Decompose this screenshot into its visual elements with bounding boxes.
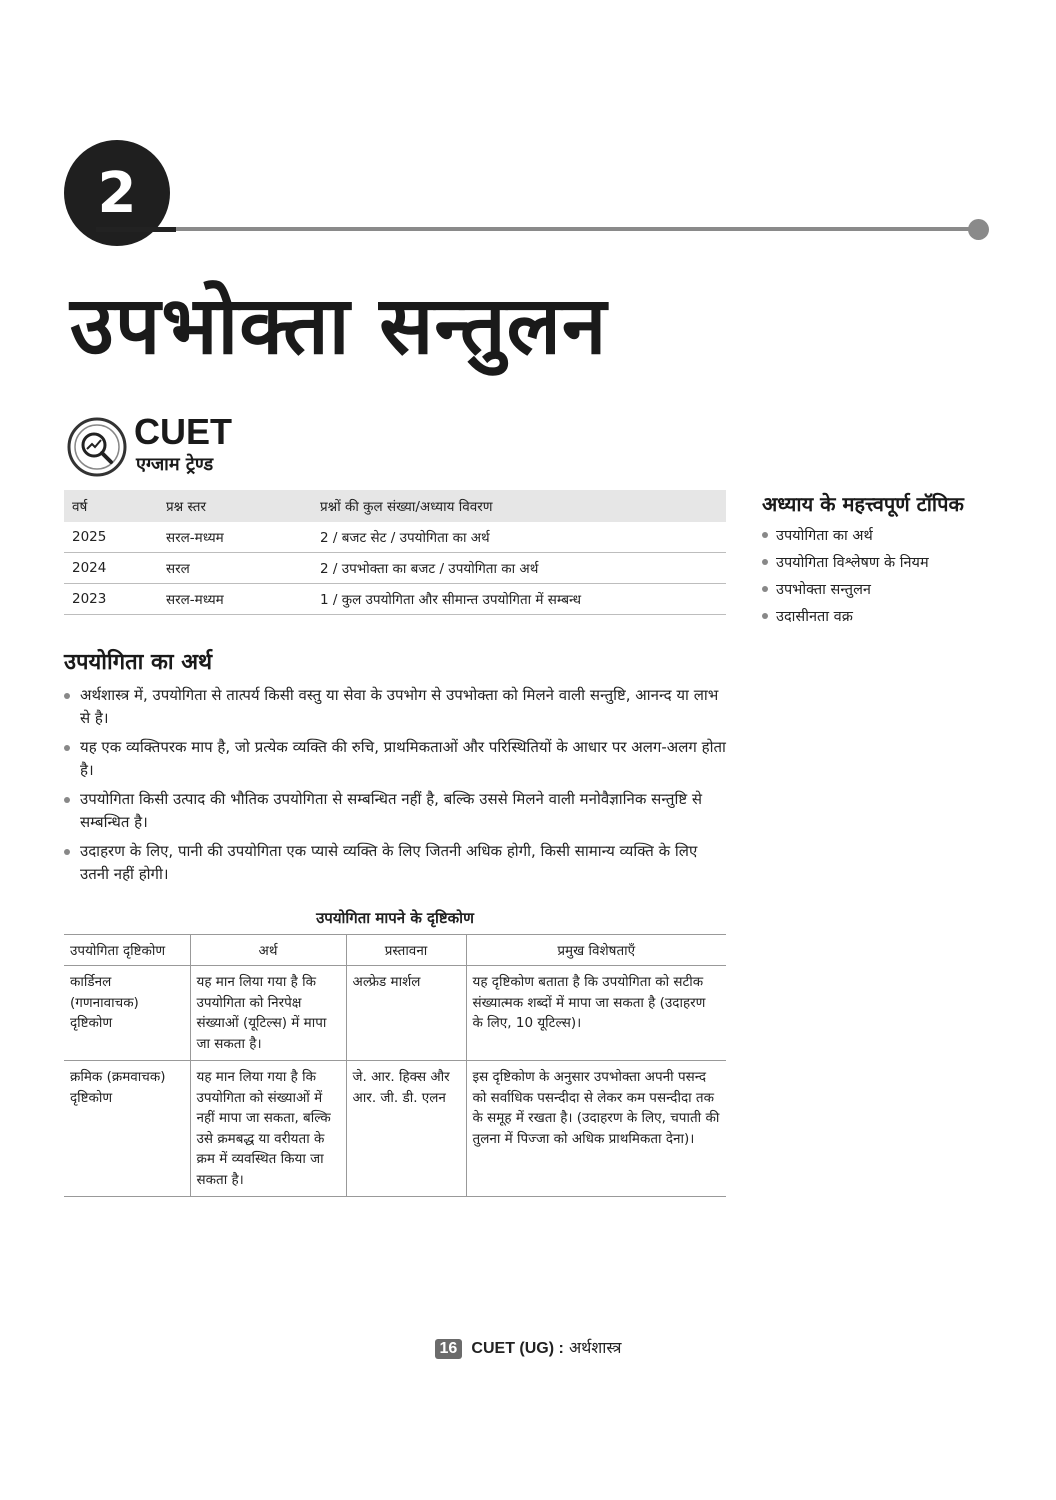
details-cell: 2 / बजट सेट / उपयोगिता का अर्थ (312, 522, 726, 553)
proponent-cell: जे. आर. हिक्स और आर. जी. डी. एलन (346, 1061, 466, 1197)
table-row (64, 553, 726, 584)
chapter-title: उपभोक्ता सन्तुलन (70, 279, 608, 372)
chapter-rule (176, 227, 976, 231)
list-item: उदासीनता वक्र (762, 606, 1042, 626)
cuet-badge-subtitle: एग्जाम ट्रेण्ड (136, 454, 214, 475)
exam-trend-icon (66, 416, 128, 478)
utility-approaches-table (64, 934, 726, 1197)
table-row (64, 1061, 726, 1197)
table-row (64, 522, 726, 553)
chapter-rule-accent (96, 227, 176, 232)
details-cell: 1 / कुल उपयोगिता और सीमान्त उपयोगिता में सम्बन्ध (312, 584, 726, 615)
topics-heading: अध्याय के महत्त्वपूर्ण टॉपिक (762, 492, 964, 516)
level-cell: सरल-मध्यम (158, 522, 312, 553)
exam-trend-table (64, 490, 726, 615)
column-header: प्रमुख विशेषताएँ (466, 935, 726, 966)
subject-name: अर्थशास्त्र (568, 1338, 622, 1357)
list-item: यह एक व्यक्तिपरक माप है, जो प्रत्येक व्यक्ति की रुचि, प्राथमिकताओं और परिस्थितियों के आधार पर अलग-अलग होता है। (64, 736, 728, 782)
features-cell: इस दृष्टिकोण के अनुसार उपभोक्ता अपनी पसन्द को सर्वाधिक पसन्दीदा से लेकर कम पसन्दीदा तक के समूह में रखता है। (उदाहरण के लिए, चपाती की तुलना में पिज्जा को अधिक प्राथमिकता देना)। (466, 1061, 726, 1197)
table-header-row (64, 935, 726, 966)
list-item: उदाहरण के लिए, पानी की उपयोगिता एक प्यासे व्यक्ति के लिए जितनी अधिक होगी, किसी सामान्य व्यक्ति के लिए उतनी नहीं होगी। (64, 840, 728, 886)
cuet-badge-title: CUET (134, 411, 232, 452)
table-row (64, 584, 726, 615)
important-topics (762, 490, 1042, 633)
column-header: अर्थ (190, 935, 346, 966)
meaning-cell: यह मान लिया गया है कि उपयोगिता को निरपेक्ष संख्याओं (यूटिल्स) में मापा जा सकता है। (190, 966, 346, 1061)
book-title: CUET (UG) : (471, 1340, 564, 1357)
level-cell: सरल (158, 553, 312, 584)
level-cell: सरल-मध्यम (158, 584, 312, 615)
column-header: प्रश्न स्तर (158, 490, 312, 522)
page-number: 16 (435, 1339, 463, 1359)
section-bullets (64, 684, 728, 892)
column-header: उपयोगिता दृष्टिकोण (64, 935, 190, 966)
chapter-number: 2 (97, 160, 137, 226)
proponent-cell: अल्फ्रेड मार्शल (346, 966, 466, 1061)
meaning-cell: यह मान लिया गया है कि उपयोगिता को संख्याओं में नहीं मापा जा सकता, बल्कि उसे क्रमबद्ध या वरीयता के क्रम में व्यवस्थित किया जा सकता है। (190, 1061, 346, 1197)
list-item: उपयोगिता किसी उत्पाद की भौतिक उपयोगिता से सम्बन्धित नहीं है, बल्कि उससे मिलने वाली मनोवैज्ञानिक सन्तुष्टि से सम्बन्धित है। (64, 788, 728, 834)
list-item: उपयोगिता का अर्थ (762, 525, 1042, 545)
approach-cell: कार्डिनल (गणनावाचक) दृष्टिकोण (64, 966, 190, 1061)
list-item: उपभोक्ता सन्तुलन (762, 579, 1042, 599)
column-header: प्रश्नों की कुल संख्या/अध्याय विवरण (312, 490, 726, 522)
list-item: उपयोगिता विश्लेषण के नियम (762, 552, 1042, 572)
details-cell: 2 / उपभोक्ता का बजट / उपयोगिता का अर्थ (312, 553, 726, 584)
features-cell: यह दृष्टिकोण बताता है कि उपयोगिता को सटीक संख्यात्मक शब्दों में मापा जा सकता है (उदाहरण के लिए, 10 यूटिल्स)। (466, 966, 726, 1061)
chapter-rule-end-dot (968, 219, 989, 240)
table-header-row (64, 490, 726, 522)
topics-list (762, 525, 1042, 626)
page-footer (0, 1336, 1056, 1359)
list-item: अर्थशास्त्र में, उपयोगिता से तात्पर्य किसी वस्तु या सेवा के उपभोग से उपभोक्ता को मिलने वाली सन्तुष्टि, आनन्द या लाभ से है। (64, 684, 728, 730)
column-header: प्रस्तावना (346, 935, 466, 966)
table-row (64, 966, 726, 1061)
column-header: वर्ष (64, 490, 158, 522)
section-heading: उपयोगिता का अर्थ (64, 650, 213, 675)
table-caption: उपयोगिता मापने के दृष्टिकोण (316, 909, 474, 927)
year-cell: 2024 (64, 553, 158, 584)
year-cell: 2025 (64, 522, 158, 553)
year-cell: 2023 (64, 584, 158, 615)
approach-cell: क्रमिक (क्रमवाचक) दृष्टिकोण (64, 1061, 190, 1197)
